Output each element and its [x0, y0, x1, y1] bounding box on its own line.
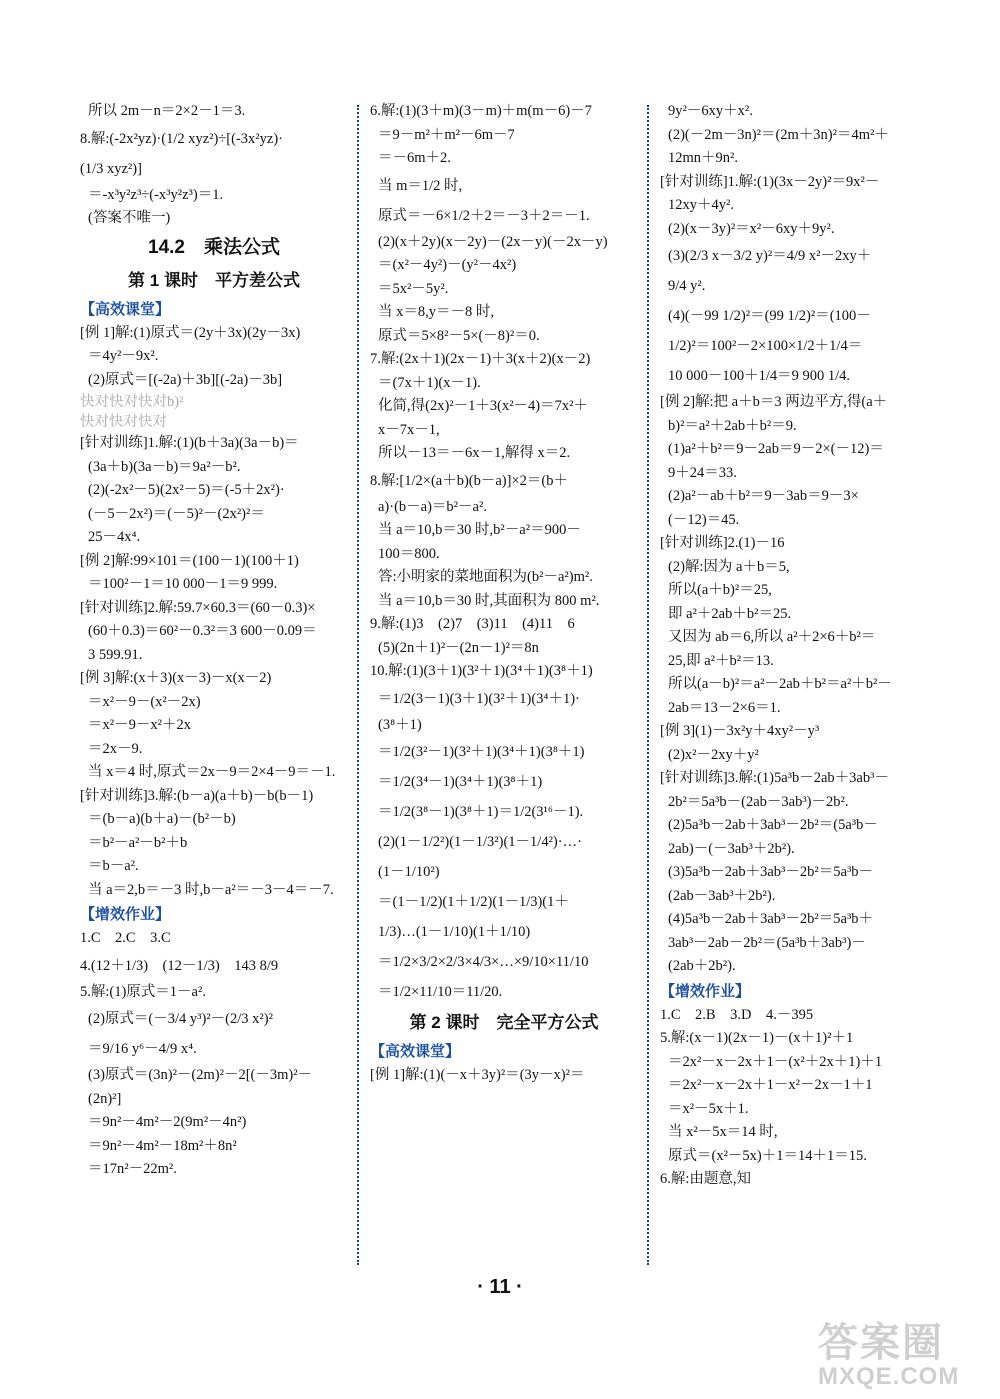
answer-line: 9＋24＝33.: [668, 464, 737, 481]
answer-line: 8.解:(-2x²yz)·(1/2 xyz²)÷[(-3x²yz)·: [80, 130, 283, 147]
answer-line: ＝－6m＋2.: [378, 150, 451, 166]
answer-line: (2)5a³b－2ab＋3ab³－2b²＝(5a³b－: [668, 817, 878, 833]
answer-line: 原式＝5×8²－5×(－8)²＝0.: [378, 327, 540, 344]
answer-line: 所以(a－b)²＝a²－2ab＋b²＝a²＋b²－: [668, 676, 892, 692]
answer-line: 当 m＝1/2 时,: [378, 177, 463, 194]
answer-line: ＝(x²－4y²)－(y²－4x²): [378, 257, 517, 273]
answer-line: [针对训练]2.解:59.7×60.3＝(60－0.3)×: [80, 599, 316, 616]
answer-line: 原式＝(x²－5x)＋1＝14＋1＝15.: [668, 1147, 867, 1164]
answer-line: (1/3 xyz²)]: [80, 160, 142, 177]
answer-line: (2)(x＋2y)(x－2y)－(2x－y)(－2x－y): [378, 233, 608, 250]
page-number: · 11 ·: [477, 1276, 523, 1298]
answer-line: ＝1/2(3⁴－1)(3⁴＋1)(3⁸＋1): [378, 774, 543, 790]
faded-text: 快对快对快对: [80, 414, 167, 430]
answer-line: ＝17n²－22m².: [88, 1161, 177, 1177]
faded-text: 快对快对快对b)²: [80, 394, 184, 410]
answer-line: ＝(b－a)(b＋a)－(b²－b): [88, 811, 236, 827]
answer-line: 又因为 ab＝6,所以 a²＋2×6＋b²＝: [668, 629, 876, 645]
answer-line: 25－4x⁴.: [88, 529, 141, 545]
answer-line: [例 1]解:(1)原式＝(2y＋3x)(2y－3x): [80, 324, 301, 341]
section-tag: 【增效作业】: [80, 906, 171, 923]
answer-line: ＝9n²－4m²－2(9m²－4n²): [88, 1114, 247, 1130]
answer-line: (2)解:因为 a＋b＝5,: [668, 558, 790, 575]
answer-line: 4.(12＋1/3) (12－1/3) 143 8/9: [80, 957, 279, 974]
answer-line: 当 x＝8,y＝－8 时,: [378, 304, 494, 320]
answer-line: (2)原式＝[(-2a)＋3b][(-2a)－3b]: [88, 371, 283, 388]
answer-line: (2)(1－1/2²)(1－1/3²)(1－1/4²)·…·: [378, 834, 582, 850]
answer-line: ＝2x²－x－2x＋1－(x²＋2x＋1)＋1: [668, 1053, 883, 1070]
answer-line: [针对训练]2.(1)－16: [660, 535, 785, 551]
answer-line: (答案不唯一): [88, 210, 171, 226]
section-tag: 【高效课堂】: [370, 1043, 461, 1060]
answer-line: ＝2x²－x－2x＋1－x²－2x－1＋1: [668, 1077, 873, 1093]
answer-line: 答:小明家的菜地面积为(b²－a²)m².: [378, 569, 593, 585]
answer-line: ＝x²－9－(x²－2x): [88, 693, 201, 710]
answer-line: 9.解:(1)3 (2)7 (3)11 (4)11 6: [370, 616, 575, 632]
answer-line: 8.解:[1/2×(a＋b)(b－a)]×2＝(b＋: [370, 472, 568, 489]
answer-line: ＝4y²－9x².: [88, 348, 159, 364]
answer-line: (3)原式＝(3n)²－(2m)²－2[(－3m)²－: [88, 1067, 313, 1083]
column-right: [660, 100, 928, 1192]
answer-line: (2)x²－2xy＋y²: [668, 746, 759, 763]
answer-line: 化简,得(2x)²－1＋3(x²－4)＝7x²＋: [378, 398, 588, 414]
answer-line: ＝2x－9.: [88, 740, 143, 757]
answer-line: ＝1/2(3－1)(3＋1)(3²＋1)(3⁴＋1)·: [378, 690, 580, 707]
answer-line: 9y²－6xy＋x².: [668, 103, 753, 119]
answer-line: 5.解:(1)原式＝1－a².: [80, 983, 206, 1000]
answer-line: (－5－2x²)＝(－5)²－(2x²)²＝: [88, 505, 265, 522]
answer-line: 12mn＋9n².: [668, 150, 739, 166]
answer-line: (2ab＋2b²).: [668, 958, 736, 974]
answer-line: (2)原式＝(－3/4 y³)²－(2/3 x²)²: [88, 1011, 273, 1027]
answer-line: b)²＝a²＋2ab＋b²＝9.: [668, 417, 797, 434]
answer-line: 5.解:(x－1)(2x－1)－(x＋1)²＋1: [660, 1030, 854, 1046]
column-divider: [357, 105, 359, 1265]
answer-line: ＝x²－5x＋1.: [668, 1100, 749, 1117]
answer-line: 所以 2m－n＝2×2－1＝3.: [88, 103, 246, 119]
answer-line: (4)(－99 1/2)²＝(99 1/2)²＝(100－: [668, 308, 871, 324]
answer-line: 3 599.91.: [88, 646, 143, 663]
answer-line: ＝-x³y²z³÷(-x³y²z³)＝1.: [88, 186, 224, 203]
answer-line: (5)(2n＋1)²－(2n－1)²＝8n: [378, 639, 539, 656]
answer-line: 1.C 2.B 3.D 4.－395: [660, 1006, 814, 1023]
answer-line: [例 3]解:(x＋3)(x－3)－x(x－2): [80, 670, 272, 686]
answer-line: 25,即 a²＋b²＝13.: [668, 652, 774, 669]
answer-line: 2ab)－(－3ab³＋2b²).: [668, 840, 795, 857]
answer-line: 当 x²－5x＝14 时,: [668, 1124, 778, 1140]
answer-line: (3a＋b)(3a－b)＝9a²－b².: [88, 458, 241, 475]
watermark-logo: [818, 1322, 990, 1394]
section-tag: 【高效课堂】: [80, 300, 171, 318]
answer-line: 所以(a＋b)²＝25,: [668, 582, 772, 598]
answer-line: 即 a²＋2ab＋b²＝25.: [668, 605, 792, 622]
answer-line: [例 2]解:把 a＋b＝3 两边平方,得(a＋: [660, 394, 888, 410]
answer-line: (2ab－3ab³＋2b²).: [668, 887, 776, 904]
answer-line: (1)a²＋b²＝9－2ab＝9－2×(－12)＝: [668, 441, 884, 457]
answer-line: (3)5a³b－2ab＋3ab³－2b²＝5a³b－: [668, 864, 874, 880]
answer-line: ＝b－a².: [88, 858, 139, 874]
answer-line: 当 a＝2,b＝－3 时,b－a²＝－3－4＝－7.: [88, 881, 334, 898]
answer-line: 原式＝－6×1/2＋2＝－3＋2＝－1.: [378, 207, 590, 224]
answer-line: (4)5a³b－2ab＋3ab³－2b²＝5a³b＋: [668, 911, 874, 927]
section-title: 14.2 乘法公式: [148, 236, 280, 258]
answer-line: a)·(b－a)＝b²－a².: [378, 498, 487, 515]
answer-line: 6.解:(1)(3＋m)(3－m)＋m(m－6)－7: [370, 103, 592, 119]
answer-line: [针对训练]1.解:(1)(b＋3a)(3a－b)＝: [80, 435, 299, 451]
answer-line: (2)(x－3y)²＝x²－6xy＋9y².: [668, 220, 835, 237]
answer-line: 100＝800.: [378, 545, 440, 562]
answer-line: 当 x＝4 时,原式＝2x－9＝2×4－9＝－1.: [88, 764, 336, 780]
answer-line: ＝1/2(3²－1)(3²＋1)(3⁴＋1)(3⁸＋1): [378, 744, 585, 760]
watermark-url: MXQE.COM: [818, 1363, 960, 1390]
answer-line: 6.解:由题意,知: [660, 1171, 752, 1187]
answer-line: [例 1]解:(1)(－x＋3y)²＝(3y－x)²＝: [370, 1067, 585, 1083]
watermark-title: 答案圈: [818, 1321, 944, 1365]
answer-line: ＝100²－1＝10 000－1＝9 999.: [88, 576, 278, 592]
answer-line: (2n)²]: [88, 1090, 122, 1107]
answer-line: [针对训练]3.解:(b－a)(a＋b)－b(b－1): [80, 787, 314, 804]
answer-line: 所以－13＝－6x－1,解得 x＝2.: [378, 445, 571, 461]
answer-line: 1.C 2.C 3.C: [80, 930, 171, 946]
answer-line: ＝(7x＋1)(x－1).: [378, 374, 481, 391]
answer-line: ＝1/2×3/2×2/3×4/3×…×9/10×11/10: [378, 954, 589, 970]
answer-line: 1/2)²＝100²－2×100×1/2＋1/4＝: [668, 338, 863, 354]
answer-line: ＝x²－9－x²＋2x: [88, 717, 191, 733]
column-divider: [647, 105, 649, 1265]
answer-line: x－7x－1,: [378, 421, 440, 438]
lesson-title: 第 2 课时 完全平方公式: [409, 1013, 599, 1032]
answer-line: 7.解:(2x＋1)(2x－1)＋3(x＋2)(x－2): [370, 351, 591, 367]
answer-line: ＝(1－1/2)(1＋1/2)(1－1/3)(1＋: [378, 894, 569, 910]
answer-line: (2)(－2m－3n)²＝(2m＋3n)²＝4m²＋: [668, 126, 889, 143]
answer-line: [例 3](1)－3x²y＋4xy²－y³: [660, 723, 820, 739]
answer-line: (3)(2/3 x－3/2 y)²＝4/9 x²－2xy＋: [668, 248, 872, 264]
answer-line: 10 000－100＋1/4＝9 900 1/4.: [668, 368, 851, 384]
answer-line: (2)(-2x²－5)(2x²－5)＝(-5＋2x²)·: [88, 482, 285, 498]
answer-line: 3ab³－2ab－2b²＝(5a³b＋3ab³)－: [668, 934, 866, 951]
column-middle: [370, 100, 638, 1088]
answer-line: 当 a＝10,b＝30 时,b²－a²＝900－: [378, 522, 581, 538]
answer-line: (2)a²－ab＋b²＝9－3ab＝9－3×: [668, 488, 859, 504]
answer-line: [针对训练]1.解:(1)(3x－2y)²＝9x²－: [660, 173, 880, 190]
answer-line: ＝1/2×11/10＝11/20.: [378, 984, 503, 1000]
section-tag: 【增效作业】: [660, 982, 751, 1000]
answer-line: 2ab＝13－2×6＝1.: [668, 699, 781, 716]
answer-line: 12xy＋4y².: [668, 197, 734, 213]
answer-line: 1/3)…(1－1/10)(1＋1/10): [378, 924, 531, 940]
answer-line: [例 2]解:99×101＝(100－1)(100＋1): [80, 552, 299, 569]
answer-line: ＝9n²－4m²－18m²＋8n²: [88, 1137, 237, 1154]
answer-line: ＝1/2(3⁸－1)(3⁸＋1)＝1/2(3¹⁶－1).: [378, 804, 584, 820]
answer-line: 9/4 y².: [668, 278, 706, 294]
answer-line: 2b²＝5a³b－(2ab－3ab³)－2b².: [668, 793, 849, 810]
answer-line: ＝5x²－5y².: [378, 280, 449, 297]
answer-line: ＝b²－a²－b²＋b: [88, 834, 188, 851]
answer-line: (3⁸＋1): [378, 716, 422, 733]
answer-line: 10.解:(1)(3＋1)(3²＋1)(3⁴＋1)(3⁸＋1): [370, 663, 593, 679]
answer-line: (60＋0.3)＝60²－0.3²＝3 600－0.09＝: [88, 623, 317, 639]
answer-line: ＝9－m²＋m²－6m－7: [378, 126, 515, 143]
answer-line: 当 a＝10,b＝30 时,其面积为 800 m².: [378, 592, 600, 609]
column-left: [80, 100, 348, 1182]
answer-line: [针对训练]3.解:(1)5a³b－2ab＋3ab³－: [660, 770, 889, 786]
lesson-title: 第 1 课时 平方差公式: [128, 270, 300, 290]
answer-line: (－12)＝45.: [668, 511, 740, 528]
answer-line: (1－1/10²): [378, 864, 440, 880]
answer-line: ＝9/16 y⁶－4/9 x⁴.: [88, 1041, 197, 1057]
